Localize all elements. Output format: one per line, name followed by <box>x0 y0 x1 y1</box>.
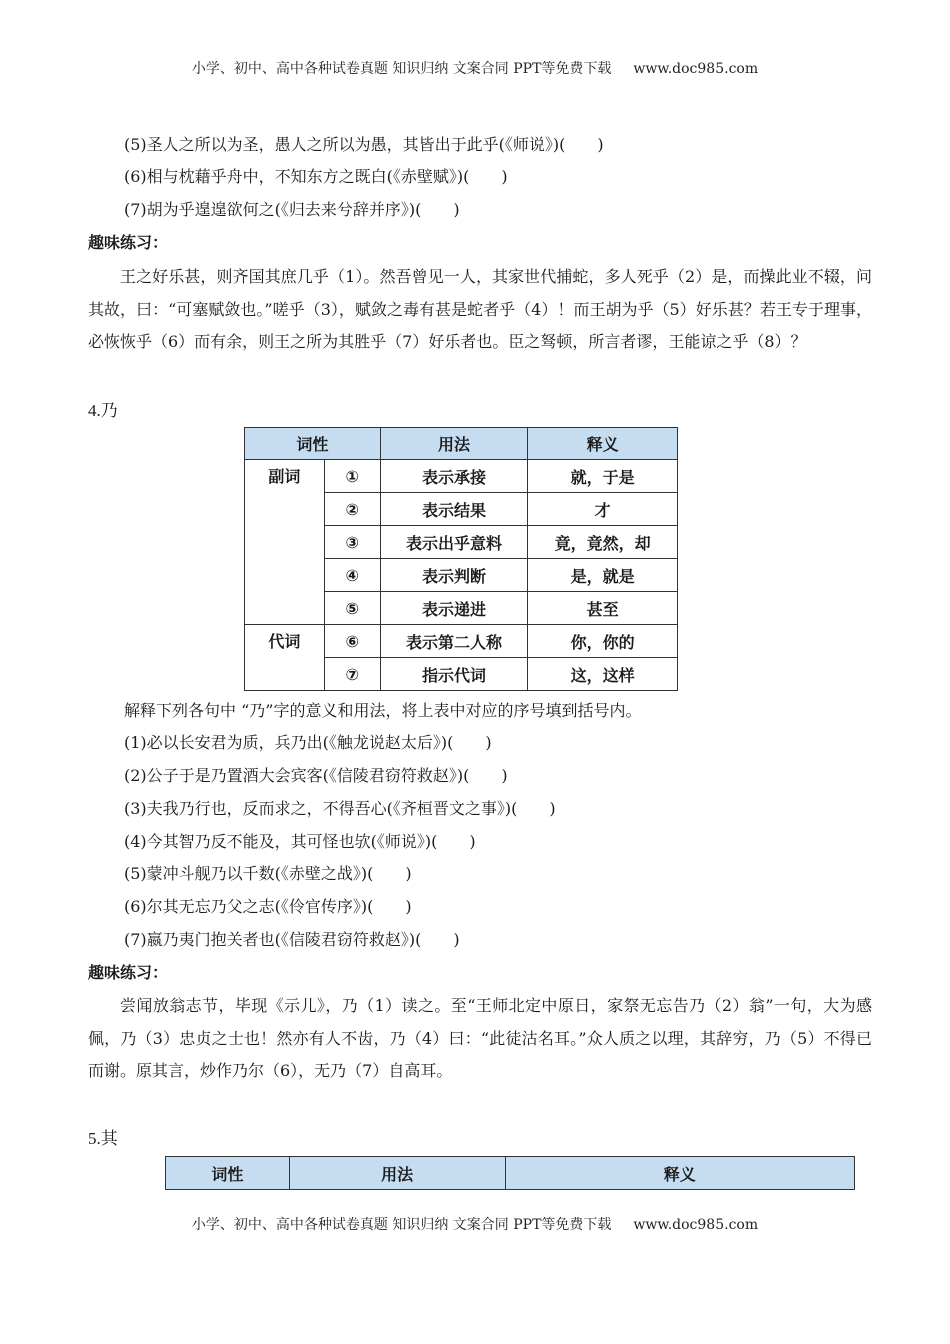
num-cell: ① <box>324 460 380 493</box>
exercise-line: (1)必以长安君为质，兵乃出(《触龙说赵太后》)( ) <box>124 733 492 752</box>
usage-cell: 表示第二人称 <box>380 625 528 658</box>
nai-usage-table <box>244 427 678 691</box>
table-header-row <box>166 1157 855 1190</box>
usage-cell: 表示递进 <box>380 592 528 625</box>
header-cell: 释义 <box>528 428 678 460</box>
usage-cell: 表示出乎意料 <box>380 526 528 559</box>
instruction-text: 解释下列各句中 “乃”字的意义和用法，将上表中对应的序号填到括号内。 <box>124 701 642 720</box>
meaning-cell: 就，于是 <box>528 460 678 493</box>
exercise-line: (5)圣人之所以为圣，愚人之所以为愚，其皆出于此乎(《师说》)( ) <box>124 135 604 154</box>
num-cell: ⑥ <box>324 625 380 658</box>
table-header-row <box>245 428 678 460</box>
usage-cell: 表示承接 <box>380 460 528 493</box>
page-header <box>0 58 950 78</box>
num-cell: ② <box>324 493 380 526</box>
fun-practice-heading: 趣味练习： <box>88 233 169 252</box>
exercise-line: (7)胡为乎遑遑欲何之(《归去来兮辞并序》)( ) <box>124 200 460 219</box>
qi-usage-table <box>165 1156 855 1190</box>
fun-practice-paragraph: 王之好乐甚，则齐国其庶几乎（1）。然吾曾见一人，其家世代捕蛇，多人死乎（2）是，而操此业不辍，问其故，曰：“可塞赋敛也。”嗟乎（3），赋敛之毒有甚是蛇者乎（4）！而王胡为乎（5）好乐甚？若王专于理事，必恢恢乎（6）而有余，则王之所为其胜乎（7）好乐者也。臣之驽顿，所言者谬，王能谅之乎（8）？ <box>88 267 872 351</box>
num-cell: ⑦ <box>324 658 380 691</box>
fun-practice-heading: 趣味练习： <box>88 963 169 982</box>
footer-url[interactable]: www.doc985.com <box>633 1217 759 1233</box>
table-row <box>245 460 678 493</box>
pos-cell: 副词 <box>245 460 325 625</box>
header-cell: 词性 <box>166 1157 290 1190</box>
page-footer <box>0 1214 950 1234</box>
exercise-line: (2)公子于是乃置酒大会宾客(《信陵君窃符救赵》)( ) <box>124 766 508 785</box>
footer-text: 小学、初中、高中各种试卷真题 知识归纳 文案合同 PPT等免费下载 <box>191 1217 612 1233</box>
pos-cell: 代词 <box>245 625 325 691</box>
section-title: 5.其 <box>88 1129 118 1148</box>
header-cell: 用法 <box>380 428 528 460</box>
usage-cell: 指示代词 <box>380 658 528 691</box>
usage-cell: 表示结果 <box>380 493 528 526</box>
exercise-line: (5)蒙冲斗舰乃以千数(《赤壁之战》)( ) <box>124 864 412 883</box>
meaning-cell: 竟，竟然，却 <box>528 526 678 559</box>
exercise-line: (3)夫我乃行也，反而求之，不得吾心(《齐桓晋文之事》)( ) <box>124 799 556 818</box>
header-cell: 词性 <box>245 428 381 460</box>
meaning-cell: 是，就是 <box>528 559 678 592</box>
exercise-line: (6)相与枕藉乎舟中，不知东方之既白(《赤壁赋》)( ) <box>124 167 508 186</box>
meaning-cell: 才 <box>528 493 678 526</box>
header-url[interactable]: www.doc985.com <box>633 61 759 77</box>
num-cell: ③ <box>324 526 380 559</box>
table-row <box>245 625 678 658</box>
header-cell: 释义 <box>505 1157 854 1190</box>
meaning-cell: 你，你的 <box>528 625 678 658</box>
header-text: 小学、初中、高中各种试卷真题 知识归纳 文案合同 PPT等免费下载 <box>191 61 612 77</box>
exercise-line: (6)尔其无忘乃父之志(《伶官传序》)( ) <box>124 897 412 916</box>
meaning-cell: 甚至 <box>528 592 678 625</box>
section-title: 4.乃 <box>88 401 118 420</box>
exercise-line: (7)嬴乃夷门抱关者也(《信陵君窃符救赵》)( ) <box>124 930 460 949</box>
header-cell: 用法 <box>289 1157 505 1190</box>
exercise-line: (4)今其智乃反不能及，其可怪也欤(《师说》)( ) <box>124 832 476 851</box>
num-cell: ④ <box>324 559 380 592</box>
usage-cell: 表示判断 <box>380 559 528 592</box>
fun-practice-paragraph: 尝闻放翁志节，毕现《示儿》，乃（1）读之。至“王师北定中原日，家祭无忘告乃（2）翁”一句，大为感佩，乃（3）忠贞之士也！然亦有人不齿，乃（4）曰：“此徒沽名耳。”众人质之以理，其辞穷，乃（5）不得已而谢。原其言，炒作乃尔（6），无乃（7）自高耳。 <box>88 996 872 1080</box>
num-cell: ⑤ <box>324 592 380 625</box>
meaning-cell: 这，这样 <box>528 658 678 691</box>
